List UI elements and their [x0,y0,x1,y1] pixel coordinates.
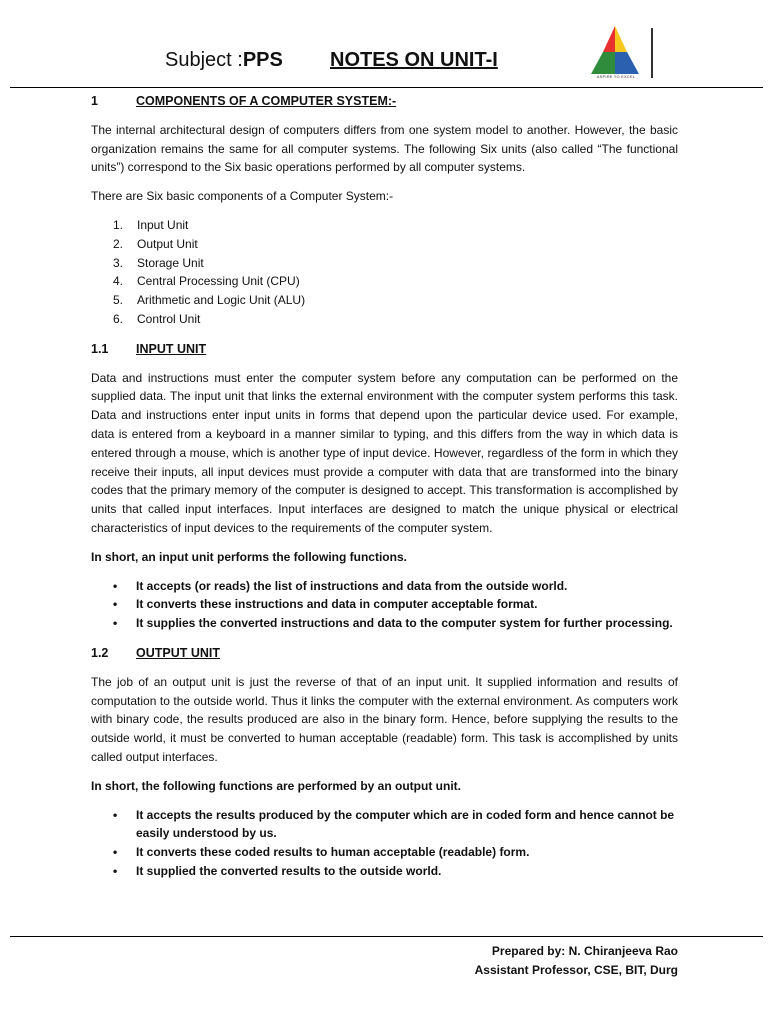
paragraph: The internal architectural design of computers differs from one system model to another. However, the basic organization remains the same for all computer systems. The following Six units (also called “The functional units”) correspond to the Six basic operations performed by all computer systems. [91,122,678,175]
bullet-icon: • [113,578,118,593]
logo-caption: ASPIRE TO EXCEL [596,74,636,79]
bullet-icon: • [113,807,118,822]
list-item: 5. Arithmetic and Logic Unit (ALU) [113,293,306,308]
list-item: • It accepts (or reads) the list of instructions and data from the outside world. [91,577,678,596]
list-item: • It converts these coded results to human acceptable (readable) form. [91,843,678,862]
logo-blue-segment [615,52,639,74]
summary-line: In short, the following functions are performed by an output unit. [91,778,461,793]
page-title: NOTES ON UNIT-I [330,49,498,71]
bullet-icon: • [113,616,118,631]
logo-red-segment [603,26,615,52]
subject-heading [165,49,283,72]
list-item: • It supplied the converted results to the outside world. [91,862,678,881]
subject-label: Subject : [165,49,243,71]
section-number: 1.2 [91,645,109,660]
paragraph: The job of an output unit is just the reverse of that of an input unit. It supplied information and results of computation to the outside world. Thus it links the computer with the external environment. As computers work with binary code, the results produced are also in the binary form. Hence, before supplying the results to the outside world, it must be converted to human acceptable (readable) form. This task is accomplished by units called output interfaces. [91,674,678,764]
footer-rule [10,936,763,937]
subject-value: PPS [242,49,283,71]
list-item: 6. Control Unit [113,311,201,326]
bullet-icon: • [113,845,118,860]
summary-line: In short, an input unit performs the following functions. [91,549,407,564]
list-item: 2. Output Unit [113,236,198,251]
footer-author: Prepared by: N. Chiranjeeva Rao [491,944,678,958]
bullet-icon: • [113,597,118,612]
list-item: • It accepts the results produced by the computer which are in coded form and hence cannot be easily understood by us. [91,806,678,844]
input-functions-list [91,577,678,633]
logo-divider [651,28,653,78]
section-title: OUTPUT UNIT [136,645,221,660]
footer [475,942,678,979]
section-title: INPUT UNIT [136,341,207,356]
list-item: 1. Input Unit [113,217,189,232]
section-1-1-heading [91,340,678,359]
header-rule [10,87,763,88]
paragraph: There are Six basic components of a Computer System:- [91,189,394,204]
paragraph: Data and instructions must enter the computer system before any computation can be performed on the supplied data. The input unit that links the external environment with the computer system performs this task. Data and instructions enter input units in forms that depend upon the particular device used. For example, data is entered from a keyboard in a manner similar to typing, and this differs from the way in which data is entered through a mouse, which is another type of input device. However, regardless of the form in which they receive their inputs, all input devices must provide a computer with data that are transformed into the binary codes that the primary memory of the computer is designed to accept. This transformation is accomplished by units that called input interfaces. Input interfaces are designed to match the unique physical or electrical characteristics of input devices to the requirements of the computer system. [91,370,678,535]
list-item: • It supplies the converted instructions and data to the computer system for further processing. [91,614,678,633]
institute-logo-icon [591,24,639,80]
section-title: COMPONENTS OF A COMPUTER SYSTEM:- [136,94,397,108]
components-list [91,216,678,329]
logo-green-segment [591,52,615,74]
list-item: 3. Storage Unit [113,255,204,270]
bullet-icon: • [113,863,118,878]
logo-yellow-segment [615,26,627,52]
section-number: 1 [91,94,98,108]
list-item: • It converts these instructions and data in computer acceptable format. [91,595,678,614]
section-1-2-heading [91,644,678,663]
section-1-heading [91,92,678,111]
list-item: 4. Central Processing Unit (CPU) [113,274,300,289]
section-number: 1.1 [91,341,109,356]
footer-designation: Assistant Professor, CSE, BIT, Durg [474,962,678,977]
main-content [91,91,678,881]
output-functions-list [91,806,678,881]
